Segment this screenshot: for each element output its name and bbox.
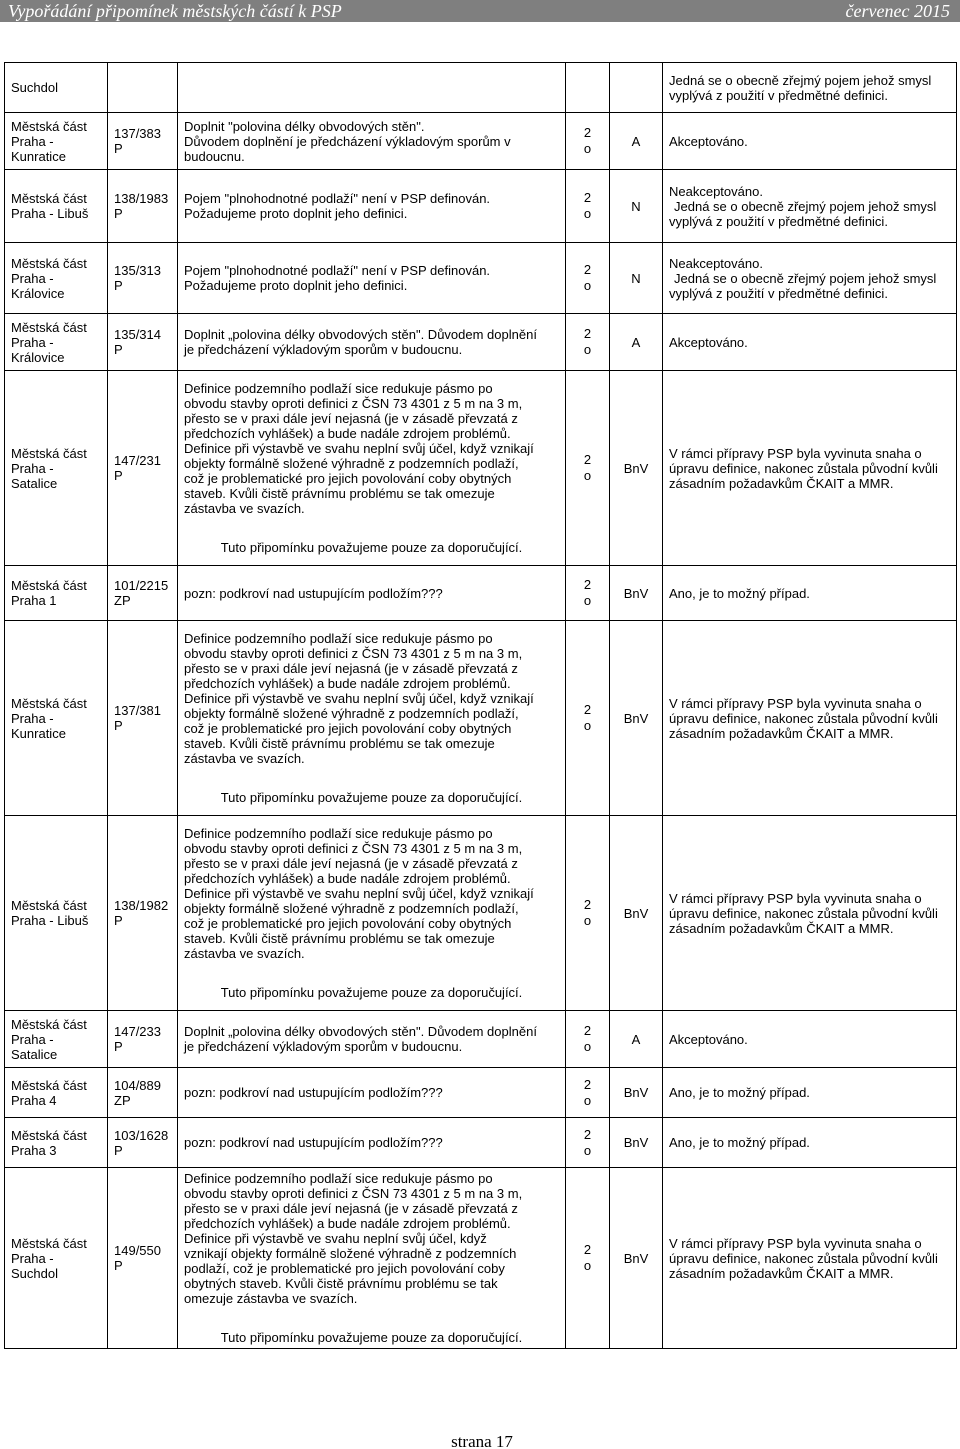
category-cell	[566, 566, 610, 621]
submitter-cell	[5, 816, 108, 1011]
table-row	[5, 371, 957, 566]
comment-number-cell	[108, 113, 178, 170]
text-line: ZP	[114, 1092, 131, 1108]
comment-text-cell	[178, 170, 566, 243]
comment-number-cell	[108, 566, 178, 621]
result-code-cell	[610, 816, 663, 1011]
category-level: 2	[583, 897, 592, 912]
text-line: Praha -	[11, 334, 54, 350]
comment-number-cell	[108, 371, 178, 566]
text-line: P	[114, 206, 123, 221]
table-row	[5, 621, 957, 816]
table-row	[5, 113, 957, 170]
category-type: o	[583, 593, 592, 608]
evaluation-line: V rámci přípravy PSP byla vyvinuta snaha o	[669, 445, 922, 461]
text-line: Definice podzemního podlaží sice redukuje pásmo po	[184, 631, 493, 646]
recommendation-note: Tuto připomínku považujeme pouze za doporučující.	[220, 1330, 523, 1345]
evaluation-line: Ano, je to možný případ.	[669, 1085, 810, 1100]
comment-number-cell	[108, 1068, 178, 1118]
result-code: N	[631, 270, 641, 286]
text-line: 149/550	[114, 1243, 161, 1258]
evaluation-cell	[663, 170, 957, 243]
comment-number-cell	[108, 314, 178, 371]
category-cell	[566, 314, 610, 371]
evaluation-line: Jedná se o obecně zřejmý pojem jehož smysl	[674, 198, 937, 214]
comment-number-cell	[108, 1011, 178, 1068]
text-line: Praha 4	[11, 1092, 57, 1108]
text-line: Praha -	[11, 270, 54, 286]
result-code: BnV	[623, 710, 649, 726]
text-line: Definice při výstavbě ve svahu neplní svůj účel, když vznikají	[184, 441, 534, 456]
evaluation-line: zásadním požadavkům ČKAIT a MMR.	[669, 1265, 894, 1281]
text-line: Městská část	[11, 695, 87, 711]
text-line: 137/383	[114, 126, 161, 141]
comment-text-cell	[178, 371, 566, 566]
text-line: podlaží, což je problematické pro jejich povolování coby	[184, 1261, 505, 1276]
category-type: o	[583, 206, 592, 221]
text-line: Definice při výstavbě ve svahu neplní svůj účel, když vznikají	[184, 691, 534, 706]
text-line: 135/314	[114, 327, 161, 342]
result-code-cell	[610, 113, 663, 170]
text-line: budoucnu.	[184, 148, 245, 164]
table-row	[5, 243, 957, 314]
text-line: Praha - Libuš	[11, 913, 89, 928]
evaluation-cell	[663, 1011, 957, 1068]
text-line: obvodu stavby oproti definici z ČSN 73 4301 z 5 m na 3 m,	[184, 1186, 523, 1201]
text-line: omezuje zástavba ve svazích.	[184, 1291, 358, 1306]
category-level: 2	[583, 702, 592, 717]
text-line: což je problematické pro jejich povolování coby obytných	[184, 721, 512, 736]
evaluation-line: zásadním požadavkům ČKAIT a MMR.	[669, 920, 894, 936]
text-line: staveb. Kvůli čistě právnímu problému se tak omezuje	[184, 736, 495, 751]
text-line: pozn: podkroví nad ustupujícím podložím???	[184, 1085, 443, 1100]
text-line: Praha - Libuš	[11, 206, 89, 221]
evaluation-line: Neakceptováno.	[669, 255, 763, 271]
page-number: strana 17	[451, 1432, 513, 1449]
comment-number-cell	[108, 816, 178, 1011]
result-code-cell	[610, 1011, 663, 1068]
submitter-cell	[5, 113, 108, 170]
table-row	[5, 314, 957, 371]
evaluation-cell	[663, 566, 957, 621]
result-code-cell	[610, 314, 663, 371]
evaluation-cell	[663, 314, 957, 371]
comments-table	[4, 62, 957, 1349]
evaluation-line: Jedná se o obecně zřejmý pojem jehož smysl	[674, 270, 937, 286]
text-line: Definice při výstavbě ve svahu neplní svůj účel, když	[184, 1231, 487, 1246]
text-line: P	[114, 468, 123, 483]
text-line: Městská část	[11, 1077, 87, 1093]
text-line: Městská část	[11, 118, 87, 134]
submitter-cell	[5, 170, 108, 243]
evaluation-cell	[663, 816, 957, 1011]
page-header	[0, 0, 960, 22]
text-line: Suchdol	[11, 1265, 58, 1281]
text-line: přesto se v praxi dále jeví nejasná (je v zásadě převzatá z	[184, 661, 518, 676]
text-line: předchozích vyhlášek) a bude nadále zdrojem problémů.	[184, 1216, 511, 1231]
result-code-cell	[610, 170, 663, 243]
text-line: zástavba ve svazích.	[184, 751, 305, 766]
result-code-cell	[610, 63, 663, 113]
text-line: 103/1628	[114, 1127, 169, 1143]
table-row	[5, 566, 957, 621]
text-line: Královice	[11, 349, 65, 365]
text-line: Městská část	[11, 319, 87, 335]
text-line: Městská část	[11, 1127, 87, 1143]
comment-text-cell	[178, 1068, 566, 1118]
evaluation-cell	[663, 621, 957, 816]
result-code: A	[631, 1031, 641, 1047]
page-footer	[0, 1432, 960, 1449]
comment-text-cell	[178, 1118, 566, 1168]
submitter-cell	[5, 243, 108, 314]
table-row	[5, 1168, 957, 1349]
text-line: přesto se v praxi dále jeví nejasná (je v zásadě převzatá z	[184, 1201, 518, 1216]
text-line: obytných staveb. Kvůli čistě právnímu problému se tak	[184, 1276, 498, 1291]
text-line: což je problematické pro jejich povolování coby obytných	[184, 916, 512, 931]
result-code: A	[631, 334, 641, 350]
result-code-cell	[610, 621, 663, 816]
evaluation-line: V rámci přípravy PSP byla vyvinuta snaha o	[669, 695, 922, 711]
result-code: BnV	[623, 585, 649, 601]
evaluation-line: zásadním požadavkům ČKAIT a MMR.	[669, 725, 894, 741]
result-code: BnV	[623, 905, 649, 921]
text-line: P	[114, 342, 123, 357]
comment-text-cell	[178, 63, 566, 113]
comment-text-cell	[178, 243, 566, 314]
comment-text-cell	[178, 1011, 566, 1068]
comment-text-cell	[178, 566, 566, 621]
text-line: 101/2215	[114, 578, 169, 593]
result-code-cell	[610, 243, 663, 314]
evaluation-cell	[663, 1068, 957, 1118]
text-line: objekty formálně složené výhradně z podzemních podlaží,	[184, 456, 519, 471]
evaluation-line: V rámci přípravy PSP byla vyvinuta snaha o	[669, 1235, 922, 1251]
text-line: Praha -	[11, 460, 54, 476]
text-line: Doplnit „polovina délky obvodových stěn". Důvodem doplnění	[184, 327, 537, 342]
evaluation-cell	[663, 243, 957, 314]
category-cell	[566, 371, 610, 566]
recommendation-note: Tuto připomínku považujeme pouze za doporučující.	[220, 985, 523, 1000]
category-cell	[566, 243, 610, 314]
text-line: Praha 1	[11, 593, 57, 608]
table-row	[5, 816, 957, 1011]
recommendation-note: Tuto připomínku považujeme pouze za doporučující.	[220, 540, 523, 555]
evaluation-line: vyplývá z použití v předmětné definici.	[669, 213, 888, 229]
text-line: 138/1982	[114, 898, 169, 913]
text-line: obvodu stavby oproti definici z ČSN 73 4301 z 5 m na 3 m,	[184, 841, 523, 856]
text-line: Pojem "plnohodnotné podlaží" není v PSP definován.	[184, 191, 491, 206]
text-line: Praha -	[11, 710, 54, 726]
text-line: pozn: podkroví nad ustupujícím podložím???	[184, 585, 443, 601]
table-row	[5, 1068, 957, 1118]
text-line: obvodu stavby oproti definici z ČSN 73 4301 z 5 m na 3 m,	[184, 646, 523, 661]
category-type: o	[583, 718, 592, 733]
table-row	[5, 63, 957, 113]
text-line: Městská část	[11, 191, 87, 206]
text-line: Pojem "plnohodnotné podlaží" není v PSP definován.	[184, 263, 491, 278]
evaluation-line: úpravu definice, nakonec zůstala původní kvůli	[669, 460, 938, 476]
text-line: ZP	[114, 593, 131, 608]
comment-text-cell	[178, 816, 566, 1011]
text-line: P	[114, 278, 123, 293]
text-line: Satalice	[11, 1046, 58, 1062]
text-line: Praha -	[11, 1031, 54, 1047]
result-code: N	[631, 198, 641, 214]
text-line: vznikají objekty formálně složené výhradně z podzemních	[184, 1246, 517, 1261]
category-type: o	[583, 1039, 592, 1054]
text-line: P	[114, 1258, 123, 1273]
result-code: BnV	[623, 1250, 649, 1266]
category-cell	[566, 1168, 610, 1349]
text-line: Doplnit „polovina délky obvodových stěn". Důvodem doplnění	[184, 1024, 537, 1039]
result-code: BnV	[623, 1135, 649, 1150]
category-type: o	[583, 913, 592, 928]
text-line: 137/381	[114, 703, 161, 718]
category-level: 2	[583, 190, 592, 205]
text-line: přesto se v praxi dále jeví nejasná (je v zásadě převzatá z	[184, 411, 518, 426]
category-type: o	[583, 278, 592, 293]
text-line: 147/233	[114, 1024, 161, 1039]
evaluation-line: Neakceptováno.	[669, 183, 763, 199]
text-line: pozn: podkroví nad ustupujícím podložím???	[184, 1135, 443, 1150]
text-line: Doplnit "polovina délky obvodových stěn".	[184, 118, 425, 134]
category-level: 2	[583, 1076, 592, 1092]
category-type: o	[583, 1142, 592, 1158]
text-line: předchozích vyhlášek) a bude nadále zdrojem problémů.	[184, 871, 511, 886]
text-line: P	[114, 718, 123, 733]
category-level: 2	[583, 1126, 592, 1142]
category-cell	[566, 1011, 610, 1068]
text-line: Požadujeme proto doplnit jeho definici.	[184, 278, 408, 293]
category-type: o	[583, 1092, 592, 1108]
result-code-cell	[610, 566, 663, 621]
evaluation-line: vyplývá z použití v předmětné definici.	[669, 285, 888, 301]
evaluation-cell	[663, 63, 957, 113]
text-line: Městská část	[11, 898, 87, 913]
category-type: o	[583, 468, 592, 483]
text-line: staveb. Kvůli čistě právnímu problému se tak omezuje	[184, 486, 495, 501]
text-line: Královice	[11, 285, 65, 301]
document-title: Vypořádání připomínek městských částí k PSP	[8, 1, 342, 21]
table-row	[5, 170, 957, 243]
submitter-cell	[5, 566, 108, 621]
submitter-cell	[5, 371, 108, 566]
text-line: Definice podzemního podlaží sice redukuje pásmo po	[184, 826, 493, 841]
text-line: 138/1983	[114, 191, 169, 206]
text-line: Praha -	[11, 1250, 54, 1266]
text-line: Městská část	[11, 578, 87, 593]
text-line: Požadujeme proto doplnit jeho definici.	[184, 206, 408, 221]
text-line: Důvodem doplnění je předcházení výkladovým sporům v	[184, 133, 511, 149]
evaluation-line: Jedná se o obecně zřejmý pojem jehož smysl	[669, 72, 932, 88]
evaluation-cell	[663, 371, 957, 566]
category-cell	[566, 63, 610, 113]
submitter-cell	[5, 1168, 108, 1349]
text-line: Kunratice	[11, 148, 66, 164]
evaluation-cell	[663, 113, 957, 170]
category-cell	[566, 816, 610, 1011]
category-cell	[566, 621, 610, 816]
evaluation-line: zásadním požadavkům ČKAIT a MMR.	[669, 475, 894, 491]
result-code: A	[631, 133, 641, 149]
submitter-cell	[5, 621, 108, 816]
text-line: P	[114, 141, 123, 156]
text-line: objekty formálně složené výhradně z podzemních podlaží,	[184, 901, 519, 916]
text-line: je předcházení výkladovým sporům v budoucnu.	[184, 1039, 463, 1054]
text-line: zástavba ve svazích.	[184, 946, 305, 961]
text-line: Praha 3	[11, 1142, 57, 1158]
evaluation-cell	[663, 1118, 957, 1168]
document-date: červenec 2015	[845, 1, 950, 21]
text-line: P	[114, 1039, 123, 1054]
evaluation-line: vyplývá z použití v předmětné definici.	[669, 87, 888, 103]
text-line: 104/889	[114, 1077, 161, 1093]
category-type: o	[583, 141, 592, 156]
text-line: je předcházení výkladovým sporům v budoucnu.	[184, 342, 463, 357]
text-line: Městská část	[11, 445, 87, 461]
category-level: 2	[583, 125, 592, 140]
comment-number-cell	[108, 1118, 178, 1168]
text-line: zástavba ve svazích.	[184, 501, 305, 516]
category-cell	[566, 1118, 610, 1168]
text-line: obvodu stavby oproti definici z ČSN 73 4301 z 5 m na 3 m,	[184, 396, 523, 411]
text-line: staveb. Kvůli čistě právnímu problému se tak omezuje	[184, 931, 495, 946]
text-line: Městská část	[11, 255, 87, 271]
result-code-cell	[610, 1118, 663, 1168]
category-level: 2	[583, 577, 592, 592]
result-code-cell	[610, 1168, 663, 1349]
evaluation-line: Akceptováno.	[669, 334, 748, 350]
comment-text-cell	[178, 1168, 566, 1349]
text-line: přesto se v praxi dále jeví nejasná (je v zásadě převzatá z	[184, 856, 518, 871]
comment-text-cell	[178, 621, 566, 816]
result-code-cell	[610, 371, 663, 566]
text-line: předchozích vyhlášek) a bude nadále zdrojem problémů.	[184, 426, 511, 441]
comment-number-cell	[108, 63, 178, 113]
text-line: Kunratice	[11, 725, 66, 741]
evaluation-line: Akceptováno.	[669, 1031, 748, 1047]
result-code-cell	[610, 1068, 663, 1118]
comment-number-cell	[108, 243, 178, 314]
submitter-cell	[5, 1118, 108, 1168]
text-line: Městská část	[11, 1016, 87, 1032]
category-type: o	[583, 342, 592, 357]
submitter-cell	[5, 1011, 108, 1068]
category-level: 2	[583, 326, 592, 341]
text-line: P	[114, 1142, 123, 1158]
category-level: 2	[583, 1023, 592, 1038]
submitter-cell	[5, 314, 108, 371]
evaluation-line: úpravu definice, nakonec zůstala původní kvůli	[669, 1250, 938, 1266]
category-cell	[566, 170, 610, 243]
category-level: 2	[583, 1242, 592, 1257]
text-line: což je problematické pro jejich povolování coby obytných	[184, 471, 512, 486]
comment-number-cell	[108, 1168, 178, 1349]
evaluation-line: úpravu definice, nakonec zůstala původní kvůli	[669, 710, 938, 726]
comment-text-cell	[178, 314, 566, 371]
text-line: Městská část	[11, 1235, 87, 1251]
comment-number-cell	[108, 621, 178, 816]
text-line: předchozích vyhlášek) a bude nadále zdrojem problémů.	[184, 676, 511, 691]
category-level: 2	[583, 262, 592, 277]
evaluation-line: Akceptováno.	[669, 133, 748, 149]
text-line: Definice podzemního podlaží sice redukuje pásmo po	[184, 381, 493, 396]
result-code: BnV	[623, 1085, 649, 1100]
submitter-cell	[5, 1068, 108, 1118]
evaluation-line: Ano, je to možný případ.	[669, 1135, 810, 1150]
evaluation-line: Ano, je to možný případ.	[669, 585, 810, 601]
text-line: Definice při výstavbě ve svahu neplní svůj účel, když vznikají	[184, 886, 534, 901]
table-row	[5, 1118, 957, 1168]
submitter-cell	[5, 63, 108, 113]
comment-number-cell	[108, 170, 178, 243]
text-line: objekty formálně složené výhradně z podzemních podlaží,	[184, 706, 519, 721]
evaluation-line: V rámci přípravy PSP byla vyvinuta snaha o	[669, 890, 922, 906]
table-row	[5, 1011, 957, 1068]
category-cell	[566, 1068, 610, 1118]
text-line: Satalice	[11, 475, 58, 491]
result-code: BnV	[623, 460, 649, 476]
evaluation-cell	[663, 1168, 957, 1349]
comment-text-cell	[178, 113, 566, 170]
category-level: 2	[583, 452, 592, 467]
category-cell	[566, 113, 610, 170]
recommendation-note: Tuto připomínku považujeme pouze za doporučující.	[220, 790, 523, 805]
text-line: Definice podzemního podlaží sice redukuje pásmo po	[184, 1171, 493, 1186]
text-line: 135/313	[114, 263, 161, 278]
category-type: o	[583, 1258, 592, 1273]
text-line: Praha -	[11, 133, 54, 149]
evaluation-line: úpravu definice, nakonec zůstala původní kvůli	[669, 905, 938, 921]
text-line: Suchdol	[11, 80, 58, 95]
text-line: 147/231	[114, 453, 161, 468]
text-line: P	[114, 913, 123, 928]
